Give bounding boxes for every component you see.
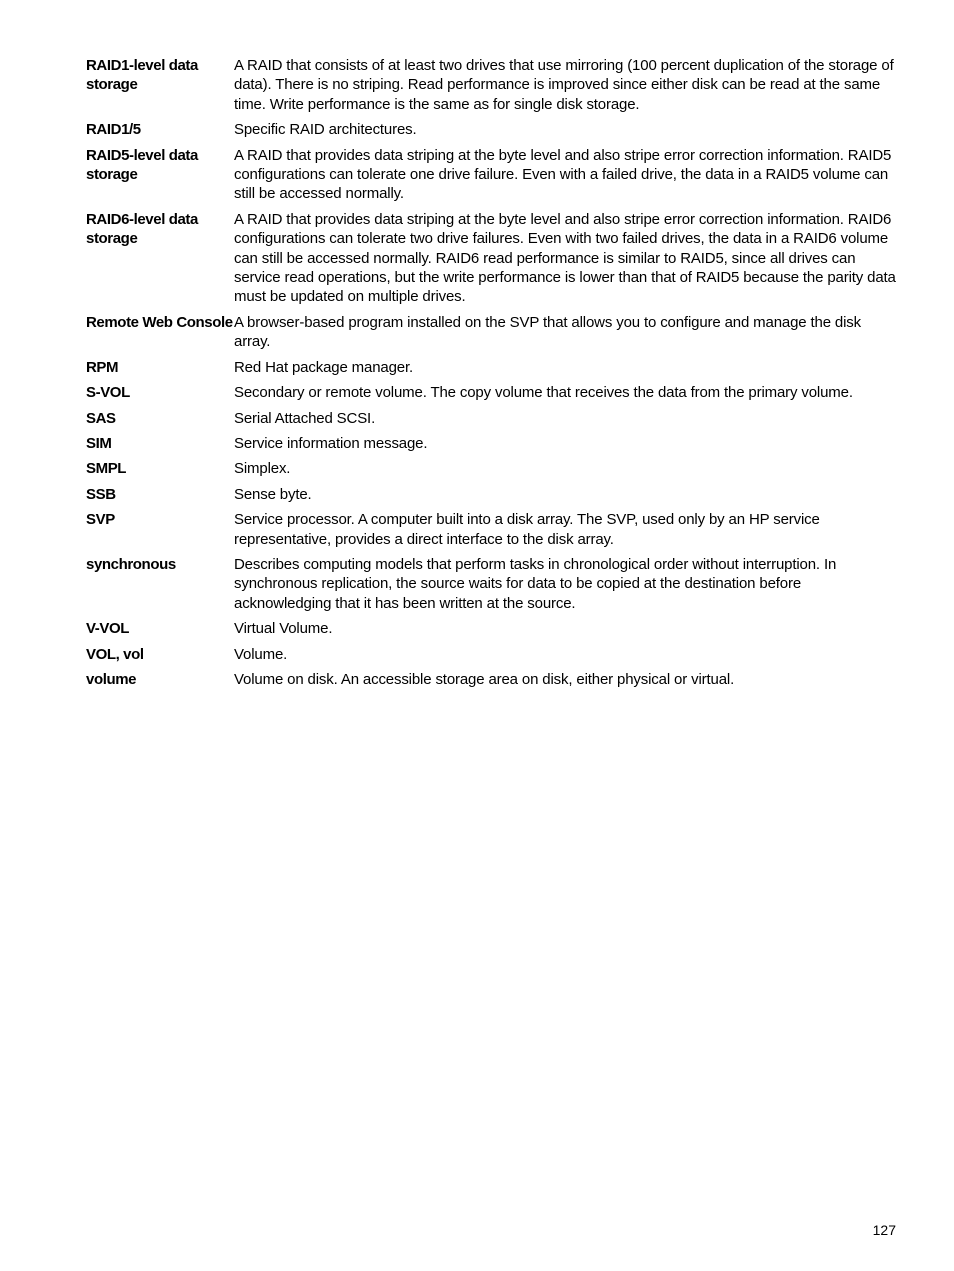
glossary-term: RAID5-level data storage <box>86 146 198 184</box>
glossary-definition: Virtual Volume. <box>234 620 333 638</box>
glossary-term: SSB <box>86 485 116 503</box>
glossary-definition: Volume on disk. An accessible storage area on disk, either physical or virtual. <box>234 670 735 688</box>
glossary-term: SIM <box>86 434 112 452</box>
glossary-entry <box>86 619 898 638</box>
glossary-entry <box>86 645 898 664</box>
glossary-definition: Specific RAID architectures. <box>234 121 417 139</box>
glossary-term: RPM <box>86 358 119 376</box>
glossary-entry <box>86 313 898 352</box>
glossary-term: RAID1-level data storage <box>86 57 198 94</box>
glossary-entry <box>86 210 898 307</box>
glossary-entry <box>86 485 898 504</box>
glossary-definition: Secondary or remote volume. The copy volume that receives the data from the primary volume. <box>234 384 853 402</box>
glossary-entry <box>86 510 898 549</box>
glossary-definition: A RAID that provides data striping at the byte level and also stripe error correction information. RAID6 configurations can tolerate two drive failures. Even with two failed drives, the data in a RAID6 volume can still be accessed normally. RAID6 read performance is similar to RAID5, since all drives can service read operations, but the write performance is lower than that of RAID5 because the parity data must be updated on multiple drives. <box>234 210 896 306</box>
glossary-term: SMPL <box>86 460 127 478</box>
glossary-definition: Volume. <box>234 645 288 663</box>
glossary-entry <box>86 383 898 402</box>
glossary-term: Remote Web Console <box>86 313 233 331</box>
glossary-definition: A RAID that consists of at least two drives that use mirroring (100 percent duplication of the storage of data). There is no striping. Read performance is improved since either disk can be read at the same time. Write performance is the same as for single disk storage. <box>234 57 894 113</box>
glossary-term: SVP <box>86 511 115 529</box>
glossary-entry <box>86 146 898 204</box>
page-number: 127 <box>872 1222 896 1238</box>
glossary-entry <box>86 670 898 689</box>
glossary-term: RAID6-level data storage <box>86 210 198 248</box>
glossary-term: S-VOL <box>86 384 130 402</box>
glossary-term: RAID1/5 <box>86 121 141 139</box>
glossary-entry <box>86 358 898 377</box>
glossary-definition: A RAID that provides data striping at the byte level and also stripe error correction information. RAID5 configurations can tolerate one drive failure. Even with a failed drive, the data in a RAID5 volume can still be accessed normally. <box>234 146 892 203</box>
glossary-entry <box>86 409 898 428</box>
glossary-entry <box>86 56 898 114</box>
glossary-entry <box>86 459 898 478</box>
glossary-term: synchronous <box>86 555 176 573</box>
glossary-definition: Simplex. <box>234 460 291 478</box>
glossary-definition: Service information message. <box>234 434 428 452</box>
glossary-definition: Serial Attached SCSI. <box>234 409 376 427</box>
glossary-term: VOL, vol <box>86 645 144 663</box>
glossary-term: V-VOL <box>86 620 130 638</box>
glossary-definition: Describes computing models that perform tasks in chronological order without interruption. In synchronous replication, the source waits for data to be copied at the destination before acknowledging that it has been written at the source. <box>234 555 837 612</box>
glossary-list <box>86 56 898 695</box>
glossary-term: SAS <box>86 409 116 427</box>
glossary-entry <box>86 120 898 139</box>
glossary-entry <box>86 555 898 613</box>
glossary-definition: Red Hat package manager. <box>234 358 414 376</box>
glossary-definition: A browser-based program installed on the SVP that allows you to configure and manage the disk array. <box>234 313 861 351</box>
glossary-definition: Service processor. A computer built into a disk array. The SVP, used only by an HP service representative, provides a direct interface to the disk array. <box>234 511 820 548</box>
glossary-definition: Sense byte. <box>234 485 312 503</box>
glossary-term: volume <box>86 670 137 688</box>
glossary-entry <box>86 434 898 453</box>
